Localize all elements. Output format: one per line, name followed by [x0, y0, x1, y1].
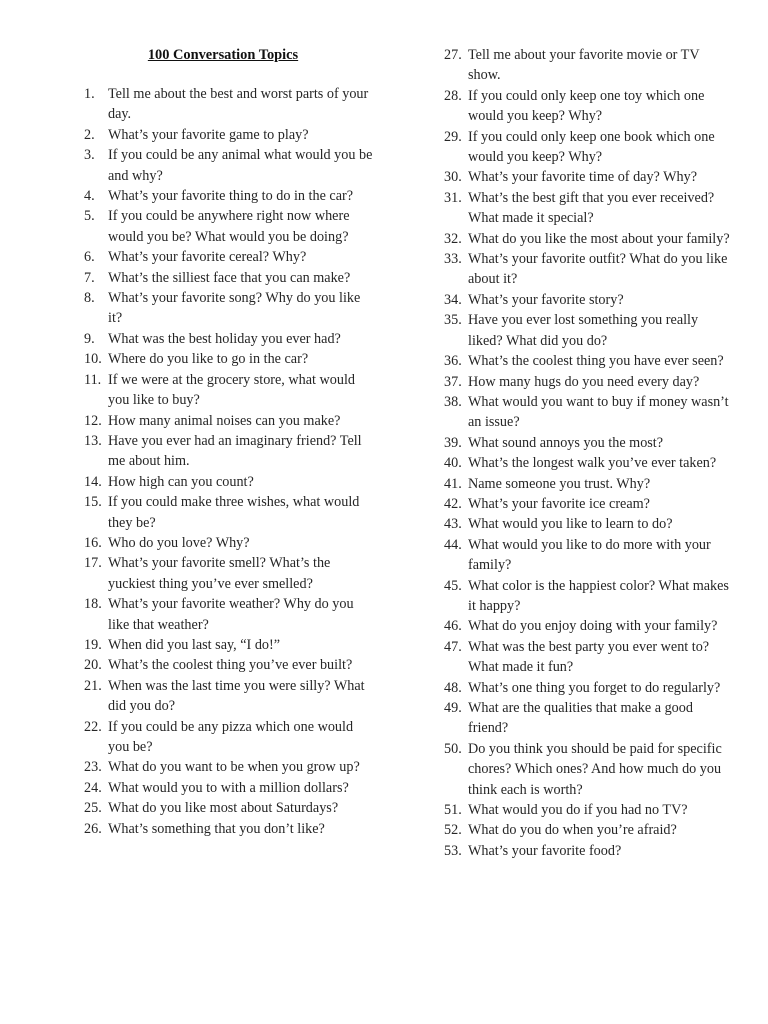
item-text: What’s the silliest face that you can make?: [108, 269, 351, 286]
page-title: 100 Conversation Topics: [147, 47, 299, 63]
item-text: If you could be any pizza which one would you be?: [108, 718, 354, 755]
item-text: What would you want to buy if money wasn’t an issue?: [468, 393, 729, 431]
list-item: [444, 310, 734, 351]
item-number: 12.: [84, 412, 102, 429]
list-item: [84, 349, 374, 369]
item-text: How high can you count?: [108, 473, 254, 490]
item-text: If you could be any animal what would you be and why?: [108, 147, 373, 184]
item-number: 14.: [84, 473, 102, 490]
item-number: 52.: [444, 822, 462, 839]
item-text: What do you like most about Saturdays?: [108, 800, 339, 817]
item-number: 9.: [84, 330, 95, 347]
list-item: [84, 370, 374, 411]
item-text: What was the best holiday you ever had?: [108, 330, 341, 347]
item-number: 35.: [444, 312, 462, 329]
item-text: What do you enjoy doing with your family?: [468, 618, 718, 635]
list-item: [84, 655, 374, 675]
list-item: [84, 411, 374, 431]
list-item: [84, 553, 374, 594]
item-text: How many hugs do you need every day?: [468, 373, 700, 390]
item-text: What’s your favorite outfit? What do you like about it?: [468, 251, 728, 288]
list-item: [84, 594, 374, 635]
list-item: [444, 494, 734, 514]
item-number: 8.: [84, 290, 95, 307]
list-item: [444, 514, 734, 534]
item-number: 31.: [444, 189, 462, 206]
item-number: 33.: [444, 251, 462, 268]
item-number: 34.: [444, 291, 462, 308]
item-number: 49.: [444, 700, 462, 716]
list-item: [84, 533, 374, 553]
item-text: What’s the longest walk you’ve ever taken?: [468, 455, 717, 472]
item-text: Have you ever had an imaginary friend? Tell me about him.: [108, 432, 362, 470]
list-item: [444, 698, 734, 739]
item-text: What’s the best gift that you ever received? What made it special?: [468, 189, 715, 227]
item-number: 30.: [444, 169, 462, 186]
list-item: [444, 576, 734, 617]
list-item: [444, 800, 734, 820]
item-number: 25.: [84, 800, 102, 817]
item-number: 3.: [84, 147, 95, 164]
item-number: 26.: [84, 820, 102, 837]
item-number: 48.: [444, 679, 462, 696]
item-text: Do you think you should be paid for specific chores? Which ones? And how much do you think each is worth?: [468, 740, 722, 798]
item-text: What would you to with a million dollars?: [108, 779, 349, 796]
item-text: When did you last say, “I do!”: [108, 636, 281, 653]
item-number: 5.: [84, 208, 95, 225]
item-text: Have you ever lost something you really liked? What did you do?: [468, 312, 699, 349]
list-item: [444, 535, 734, 576]
item-text: If we were at the grocery store, what would you like to buy?: [108, 371, 355, 409]
item-number: 40.: [444, 455, 462, 472]
item-number: 42.: [444, 495, 462, 512]
topic-list-left-column: [84, 84, 374, 839]
item-number: 47.: [444, 638, 462, 655]
item-number: 18.: [84, 596, 102, 613]
item-text: Name someone you trust. Why?: [468, 475, 651, 492]
item-text: What are the qualities that make a good friend?: [468, 700, 693, 737]
item-text: What’s your favorite song? Why do you like it?: [108, 290, 361, 327]
item-number: 37.: [444, 373, 462, 390]
item-number: 53.: [444, 842, 462, 859]
list-item: [444, 86, 734, 127]
item-text: Who do you love? Why?: [108, 534, 250, 551]
item-number: 15.: [84, 494, 102, 511]
list-item: [444, 841, 734, 861]
item-number: 23.: [84, 759, 102, 776]
list-item: [84, 431, 374, 472]
item-text: If you could only keep one book which one would you keep? Why?: [468, 128, 715, 166]
list-item: [444, 678, 734, 698]
item-text: Tell me about your favorite movie or TV show.: [468, 47, 700, 84]
list-item: [444, 433, 734, 453]
list-item: [84, 329, 374, 349]
item-text: What’s one thing you forget to do regularly?: [468, 679, 721, 696]
item-number: 38.: [444, 393, 462, 410]
item-text: What do you like the most about your family?: [468, 230, 730, 247]
item-number: 29.: [444, 128, 462, 145]
list-item: [444, 637, 734, 678]
item-text: What was the best party you ever went to? What made it fun?: [468, 638, 710, 676]
item-number: 39.: [444, 434, 462, 451]
item-text: What’s your favorite thing to do in the car?: [108, 188, 354, 205]
item-number: 4.: [84, 188, 95, 205]
item-text: Where do you like to go in the car?: [108, 351, 309, 368]
item-text: If you could be anywhere right now where would you be? What would you be doing?: [108, 208, 350, 245]
item-text: What’s something that you don’t like?: [108, 820, 325, 837]
item-number: 50.: [444, 740, 462, 757]
list-item: [444, 127, 734, 168]
item-text: What’s the coolest thing you’ve ever built?: [108, 657, 353, 674]
item-number: 45.: [444, 577, 462, 594]
item-text: What’s your favorite weather? Why do you like that weather?: [108, 596, 354, 633]
list-item: [444, 616, 734, 636]
list-item: [84, 635, 374, 655]
list-item: [84, 206, 374, 247]
list-item: [84, 472, 374, 492]
list-item: [444, 167, 734, 187]
item-text: What’s your favorite story?: [468, 291, 624, 308]
item-text: What’s your favorite time of day? Why?: [468, 169, 698, 186]
item-number: 10.: [84, 351, 102, 368]
list-item: [444, 45, 734, 86]
list-item: [84, 798, 374, 818]
list-item: [444, 372, 734, 392]
item-number: 16.: [84, 534, 102, 551]
item-text: What do you want to be when you grow up?: [108, 759, 360, 776]
item-number: 28.: [444, 87, 462, 104]
item-number: 32.: [444, 230, 462, 247]
item-number: 46.: [444, 618, 462, 635]
item-text: What would you do if you had no TV?: [468, 802, 688, 819]
item-text: Tell me about the best and worst parts of your day.: [108, 86, 369, 123]
item-text: What sound annoys you the most?: [468, 434, 664, 451]
topic-list-right-column: [444, 45, 734, 861]
item-number: 11.: [84, 371, 102, 388]
item-number: 27.: [444, 47, 462, 63]
list-item: [444, 820, 734, 840]
list-item: [444, 290, 734, 310]
list-item: [444, 249, 734, 290]
item-number: 20.: [84, 657, 102, 674]
list-item: [84, 125, 374, 145]
list-item: [444, 474, 734, 494]
item-number: 1.: [84, 86, 95, 102]
item-text: How many animal noises can you make?: [108, 412, 341, 429]
item-number: 6.: [84, 249, 95, 266]
item-number: 51.: [444, 802, 462, 819]
item-number: 13.: [84, 432, 102, 449]
list-item: [84, 268, 374, 288]
list-item: [444, 739, 734, 800]
list-item: [444, 229, 734, 249]
list-item: [84, 676, 374, 717]
item-text: What’s your favorite game to play?: [108, 126, 309, 143]
item-text: What’s your favorite cereal? Why?: [108, 249, 307, 266]
list-item: [84, 145, 374, 186]
item-number: 41.: [444, 475, 462, 492]
list-item: [444, 453, 734, 473]
list-item: [444, 188, 734, 229]
list-item: [84, 492, 374, 533]
item-text: What do you do when you’re afraid?: [468, 822, 677, 839]
item-number: 7.: [84, 269, 95, 286]
list-item: [84, 819, 374, 839]
item-number: 2.: [84, 126, 95, 143]
list-item: [84, 186, 374, 206]
item-number: 21.: [84, 677, 102, 694]
item-number: 43.: [444, 516, 462, 533]
list-item: [84, 778, 374, 798]
item-number: 36.: [444, 353, 462, 370]
item-text: What’s your favorite food?: [468, 842, 622, 859]
item-number: 24.: [84, 779, 102, 796]
item-number: 19.: [84, 636, 102, 653]
list-item: [444, 351, 734, 371]
item-number: 22.: [84, 718, 102, 735]
item-text: What’s your favorite smell? What’s the yuckiest thing you’ve ever smelled?: [108, 555, 331, 592]
item-text: When was the last time you were silly? What did you do?: [108, 677, 365, 715]
list-item: [444, 392, 734, 433]
item-text: What’s the coolest thing you have ever seen?: [468, 353, 724, 370]
list-item: [84, 757, 374, 777]
item-text: What would you like to learn to do?: [468, 516, 673, 533]
item-text: What color is the happiest color? What makes it happy?: [468, 577, 729, 614]
list-item: [84, 288, 374, 329]
list-item: [84, 247, 374, 267]
list-item: [84, 717, 374, 758]
item-text: What’s your favorite ice cream?: [468, 495, 650, 512]
item-text: What would you like to do more with your family?: [468, 536, 711, 574]
list-item: [84, 84, 374, 125]
item-text: If you could only keep one toy which one would you keep? Why?: [468, 87, 705, 125]
item-number: 17.: [84, 555, 102, 572]
item-text: If you could make three wishes, what would they be?: [108, 494, 360, 531]
item-number: 44.: [444, 536, 462, 553]
